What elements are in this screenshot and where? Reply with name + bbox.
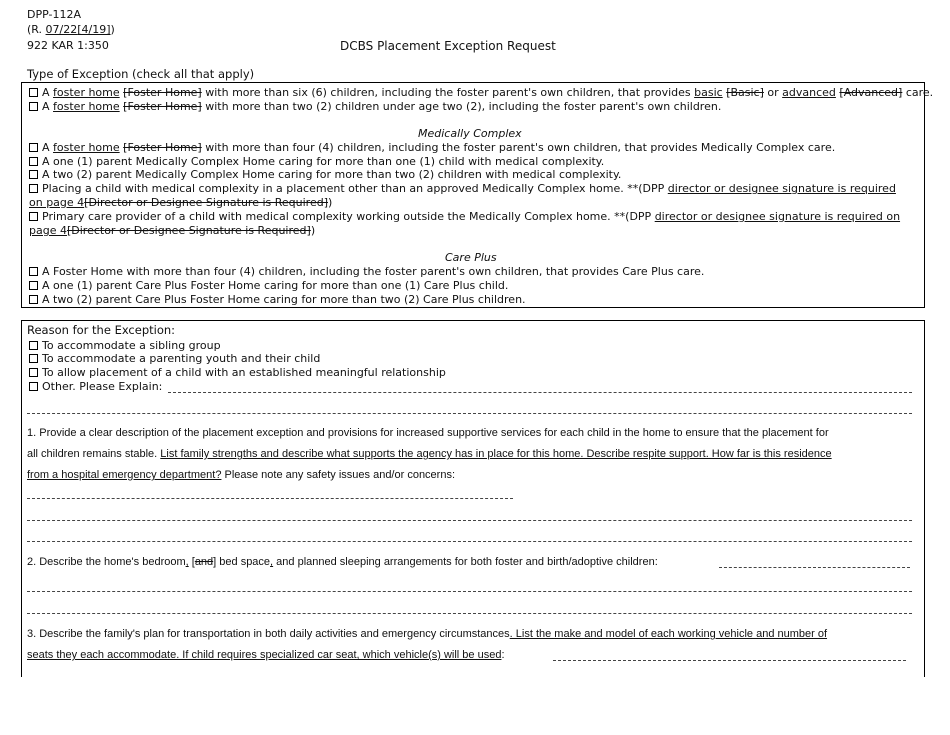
- exception-option: A Foster Home with more than four (4) children, including the foster parent's own children, that provides Care Plus care.: [29, 265, 704, 279]
- form-number: DPP-112A: [27, 8, 81, 21]
- exception-option: A one (1) parent Medically Complex Home caring for more than one (1) child with medical complexity.: [29, 155, 604, 169]
- exception-option: A two (2) parent Medically Complex Home caring for more than two (2) children with medical complexity.: [29, 168, 621, 182]
- checkbox[interactable]: [29, 341, 38, 350]
- exception-option: Primary care provider of a child with medical complexity working outside the Medically Complex home. **(DPP director or designee signature is required on page 4[Director or Designee Signature is Required]): [29, 210, 901, 237]
- answer-line[interactable]: [27, 591, 912, 592]
- checkbox[interactable]: [29, 88, 38, 97]
- explain-line[interactable]: [27, 413, 912, 414]
- exception-option: A one (1) parent Care Plus Foster Home caring for more than one (1) Care Plus child.: [29, 279, 508, 293]
- answer-line[interactable]: [553, 660, 906, 661]
- answer-line[interactable]: [27, 498, 513, 499]
- reason-heading: Reason for the Exception:: [27, 323, 176, 337]
- checkbox[interactable]: [29, 354, 38, 363]
- type-heading: Type of Exception (check all that apply): [27, 67, 255, 81]
- exception-option: A foster home [Foster Home] with more than six (6) children, including the foster parent's own children, that provides basic [Basic] or advanced [Advanced] care.: [29, 86, 933, 100]
- checkbox[interactable]: [29, 382, 38, 391]
- reason-option: Other. Please Explain:: [29, 380, 162, 394]
- checkbox[interactable]: [29, 102, 38, 111]
- answer-line[interactable]: [27, 520, 912, 521]
- exception-option: A foster home [Foster Home] with more than four (4) children, including the foster parent's own children, that provides Medically Complex care.: [29, 141, 835, 155]
- question-1-line-1: 1. Provide a clear description of the placement exception and provisions for increased supportive services for each child in the home to ensure that the placement for: [27, 427, 829, 439]
- answer-line[interactable]: [27, 541, 912, 542]
- checkbox[interactable]: [29, 170, 38, 179]
- exception-option: Placing a child with medical complexity in a placement other than an approved Medically Complex home. **(DPP director or designee signature is required on page 4[Director or Designee Signature is Required]): [29, 182, 896, 209]
- checkbox[interactable]: [29, 295, 38, 304]
- reason-option: To accommodate a parenting youth and their child: [29, 352, 320, 366]
- question-1-line-2: all children remains stable. List family strengths and describe what supports the agency has in place for this home. Describe respite support. How far is this residence: [27, 448, 832, 460]
- checkbox[interactable]: [29, 267, 38, 276]
- checkbox[interactable]: [29, 184, 38, 193]
- answer-line[interactable]: [719, 567, 910, 568]
- question-2: 2. Describe the home's bedroom, [and] bed space, and planned sleeping arrangements for both foster and birth/adoptive children:: [27, 556, 658, 568]
- exception-option: A foster home [Foster Home] with more than two (2) children under age two (2), including the foster parent's own children.: [29, 100, 721, 114]
- care-plus-heading: Care Plus: [445, 251, 497, 264]
- question-1-line-3: from a hospital emergency department? Please note any safety issues and/or concerns:: [27, 469, 456, 481]
- kar-reference: 922 KAR 1:350: [27, 39, 109, 52]
- medically-complex-heading: Medically Complex: [418, 127, 522, 140]
- checkbox[interactable]: [29, 212, 38, 221]
- answer-line[interactable]: [27, 613, 912, 614]
- exception-option: A two (2) parent Care Plus Foster Home caring for more than two (2) Care Plus children.: [29, 293, 526, 307]
- explain-line[interactable]: [168, 392, 912, 393]
- question-3-line-2: seats they each accommodate. If child requires specialized car seat, which vehicle(s) will be used:: [27, 649, 505, 661]
- reason-option: To accommodate a sibling group: [29, 339, 221, 353]
- question-3-line-1: 3. Describe the family's plan for transportation in both daily activities and emergency circumstances. List the make and model of each working vehicle and number of: [27, 628, 828, 640]
- reason-option: To allow placement of a child with an established meaningful relationship: [29, 366, 446, 380]
- page-title: DCBS Placement Exception Request: [340, 39, 556, 53]
- checkbox[interactable]: [29, 368, 38, 377]
- checkbox[interactable]: [29, 281, 38, 290]
- revision-date: (R. 07/22[4/19]): [27, 23, 115, 36]
- checkbox[interactable]: [29, 143, 38, 152]
- checkbox[interactable]: [29, 157, 38, 166]
